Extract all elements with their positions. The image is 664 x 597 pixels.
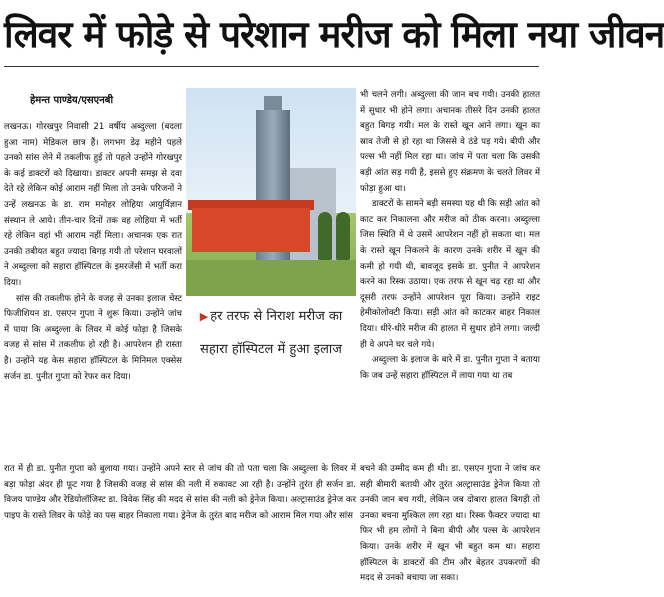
paragraph: लखनऊ। गोरखपुर निवासी 21 वर्षीय अब्दुल्ला (बदला हुआ नाम) मेडिकल छात्र हैं। लगभग डेढ़ महीने पहले उनको सांस लेने में तकलीफ हुई तो पहले उन्होंने गोरखपुर के कई डाक्टरों को दिखाया। डाक्टर अपनी समझ से दवा देते रहे लेकिन कोई आराम नहीं मिला तो उनके परिजनों ने उन्हें लखनऊ के डा. राम मनोहर लोहिया आयुर्विज्ञान संस्थान ले आये। तीन-चार दिनों तक वह लोहिया में भर्ती रहे लेकिन वहां भी आराम नहीं मिला। अचानक एक रात उनकी तबीयत बहुत ज्यादा बिगड़ गयी तो परेशान घरवालों ने अब्दुल्ला को सहारा हॉस्पिटल के इमरजेंसी में भर्ती करा दिया। [4,122,182,288]
paragraph: सांस की तकलीफ होने के वजह से उनका इलाज चेस्ट फिजीशियन डा. एसएन गुप्ता ने शुरू किया। उन्होंने जांच में पाया कि अब्दुल्ला के लिवर में कोई फोड़ा है जिसके वजह से सांस में तकलीफ हो रही है। आपरेशन ही रास्ता है। उन्होंने यह केस सहारा हॉस्पिटल के मिनिमल एक्सेस सर्जन डा. पुनीत गुप्ता को रेफर कर दिया। [4,293,182,382]
pull-quote [186,300,356,458]
article-bottom-right: बचने की उम्मीद कम ही थी। डा. एसएन गुप्ता ने जांच कर सही बीमारी बतायी और तुरंत अल्ट्रासाउंड ड्रेनेज किया तो उनकी जान बच गयी, लेकिन जब दोबारा हालत बिगड़ी तो उनका बचना मुश्किल लग रहा था। रिस्क फैक्टर ज्यादा था फिर भी हम लोगों ने बिना बीपी और पल्स के आपरेशन किया। उनके शरीर में खून भी बहुत कम था। सहारा हॉस्पिटल के डाक्टरों की टीम और बेहतर उपकरणों की मदद से उनको बचाया जा सका। [360,464,540,584]
tree [318,212,332,260]
hospital-photo [186,88,356,296]
triangle-bullet-icon: ▶ [199,310,209,323]
tree [336,212,350,260]
paragraph: अब्दुल्ला के इलाज के बारे में डा. पुनीत गुप्ता ने बताया कि जब उन्हें सहारा हॉस्पिटल में लाया गया था तब [360,355,540,381]
byline: हेमन्त पाण्डेय/एसएनबी [30,95,114,106]
hospital-entrance [192,208,310,252]
headline-rule [4,66,539,67]
article-bottom-left: रात में ही डा. पुनीत गुप्ता को बुलाया गया। उन्होंने अपने स्तर से जांच की तो पता चला कि अब्दुल्ला के लिवर में बड़ा फोड़ा अंदर ही फूट गया है जिसकी वजह से सांस की नली में रुकावट आ रही है। उन्होंने तुरंत ही सर्जन डा. विजय पाण्डेय और रेडियोलॉजिस्ट डा. विवेक सिंह की मदद से सांस की नली को ड्रेनेज किया। अल्ट्रासाउंड ड्रेनेज कर पाइप के रास्ते लिवर के फोड़े का पस बाहर निकाला गया। ड्रेनेज के तुरंत बाद मरीज को आराम मिल गया और सांस [4,464,356,521]
headline: लिवर में फोड़े से परेशान मरीज को मिला नया जीवन [4,12,664,56]
article-column-3 [360,88,540,460]
pull-quote-text: हर तरफ से निराश मरीज का सहारा हॉस्पिटल में हुआ इलाज [200,309,343,357]
paragraph: डाक्टरों के सामने बड़ी समस्या यह थी कि सड़ी आंत को काट कर निकालना और मरीज को ठीक करना। अब्दुल्ला जिस स्थिति में थे उसमें आपरेशन नहीं हो सकता था। मल के रास्ते खून निकलने के कारण उनके शरीर में खून की कमी हो गयी थी, बावजूद इसके डा. पुनीत ने आपरेशन करने का रिस्क उठाया। एक तरफ से खून चढ़ रहा था और दूसरी तरफ उन्होंने आपरेशन पूरा किया। उन्होंने राइट हेमीकोलोक्टी किया। सड़ी आंत को काटकर बाहर निकाल दिया। धीरे-धीरे मरीज की हालत में सुधार होने लगा। जल्दी ही वे अपने घर चले गये। [360,199,540,350]
article-column-1 [4,120,182,458]
lawn [186,260,356,296]
paragraph: भी चलने लगी। अब्दुल्ला की जान बच गयी। उनकी हालत में सुधार भी होने लगा। अचानक तीसरे दिन उनकी हालत बहुत बिगड़ गयी। मल के रास्ते खून आने लगा। खून का स्राव तेजी से हो रहा था जिससे वे ठंडे पड़ गये। बीपी और पल्स भी नहीं मिल रहा था। जांच में पता चला कि उसकी बड़ी आंत सड़ गयी है, इससे हुए संक्रमण के चलते लिवर में फोड़ा हुआ था। [360,90,540,194]
